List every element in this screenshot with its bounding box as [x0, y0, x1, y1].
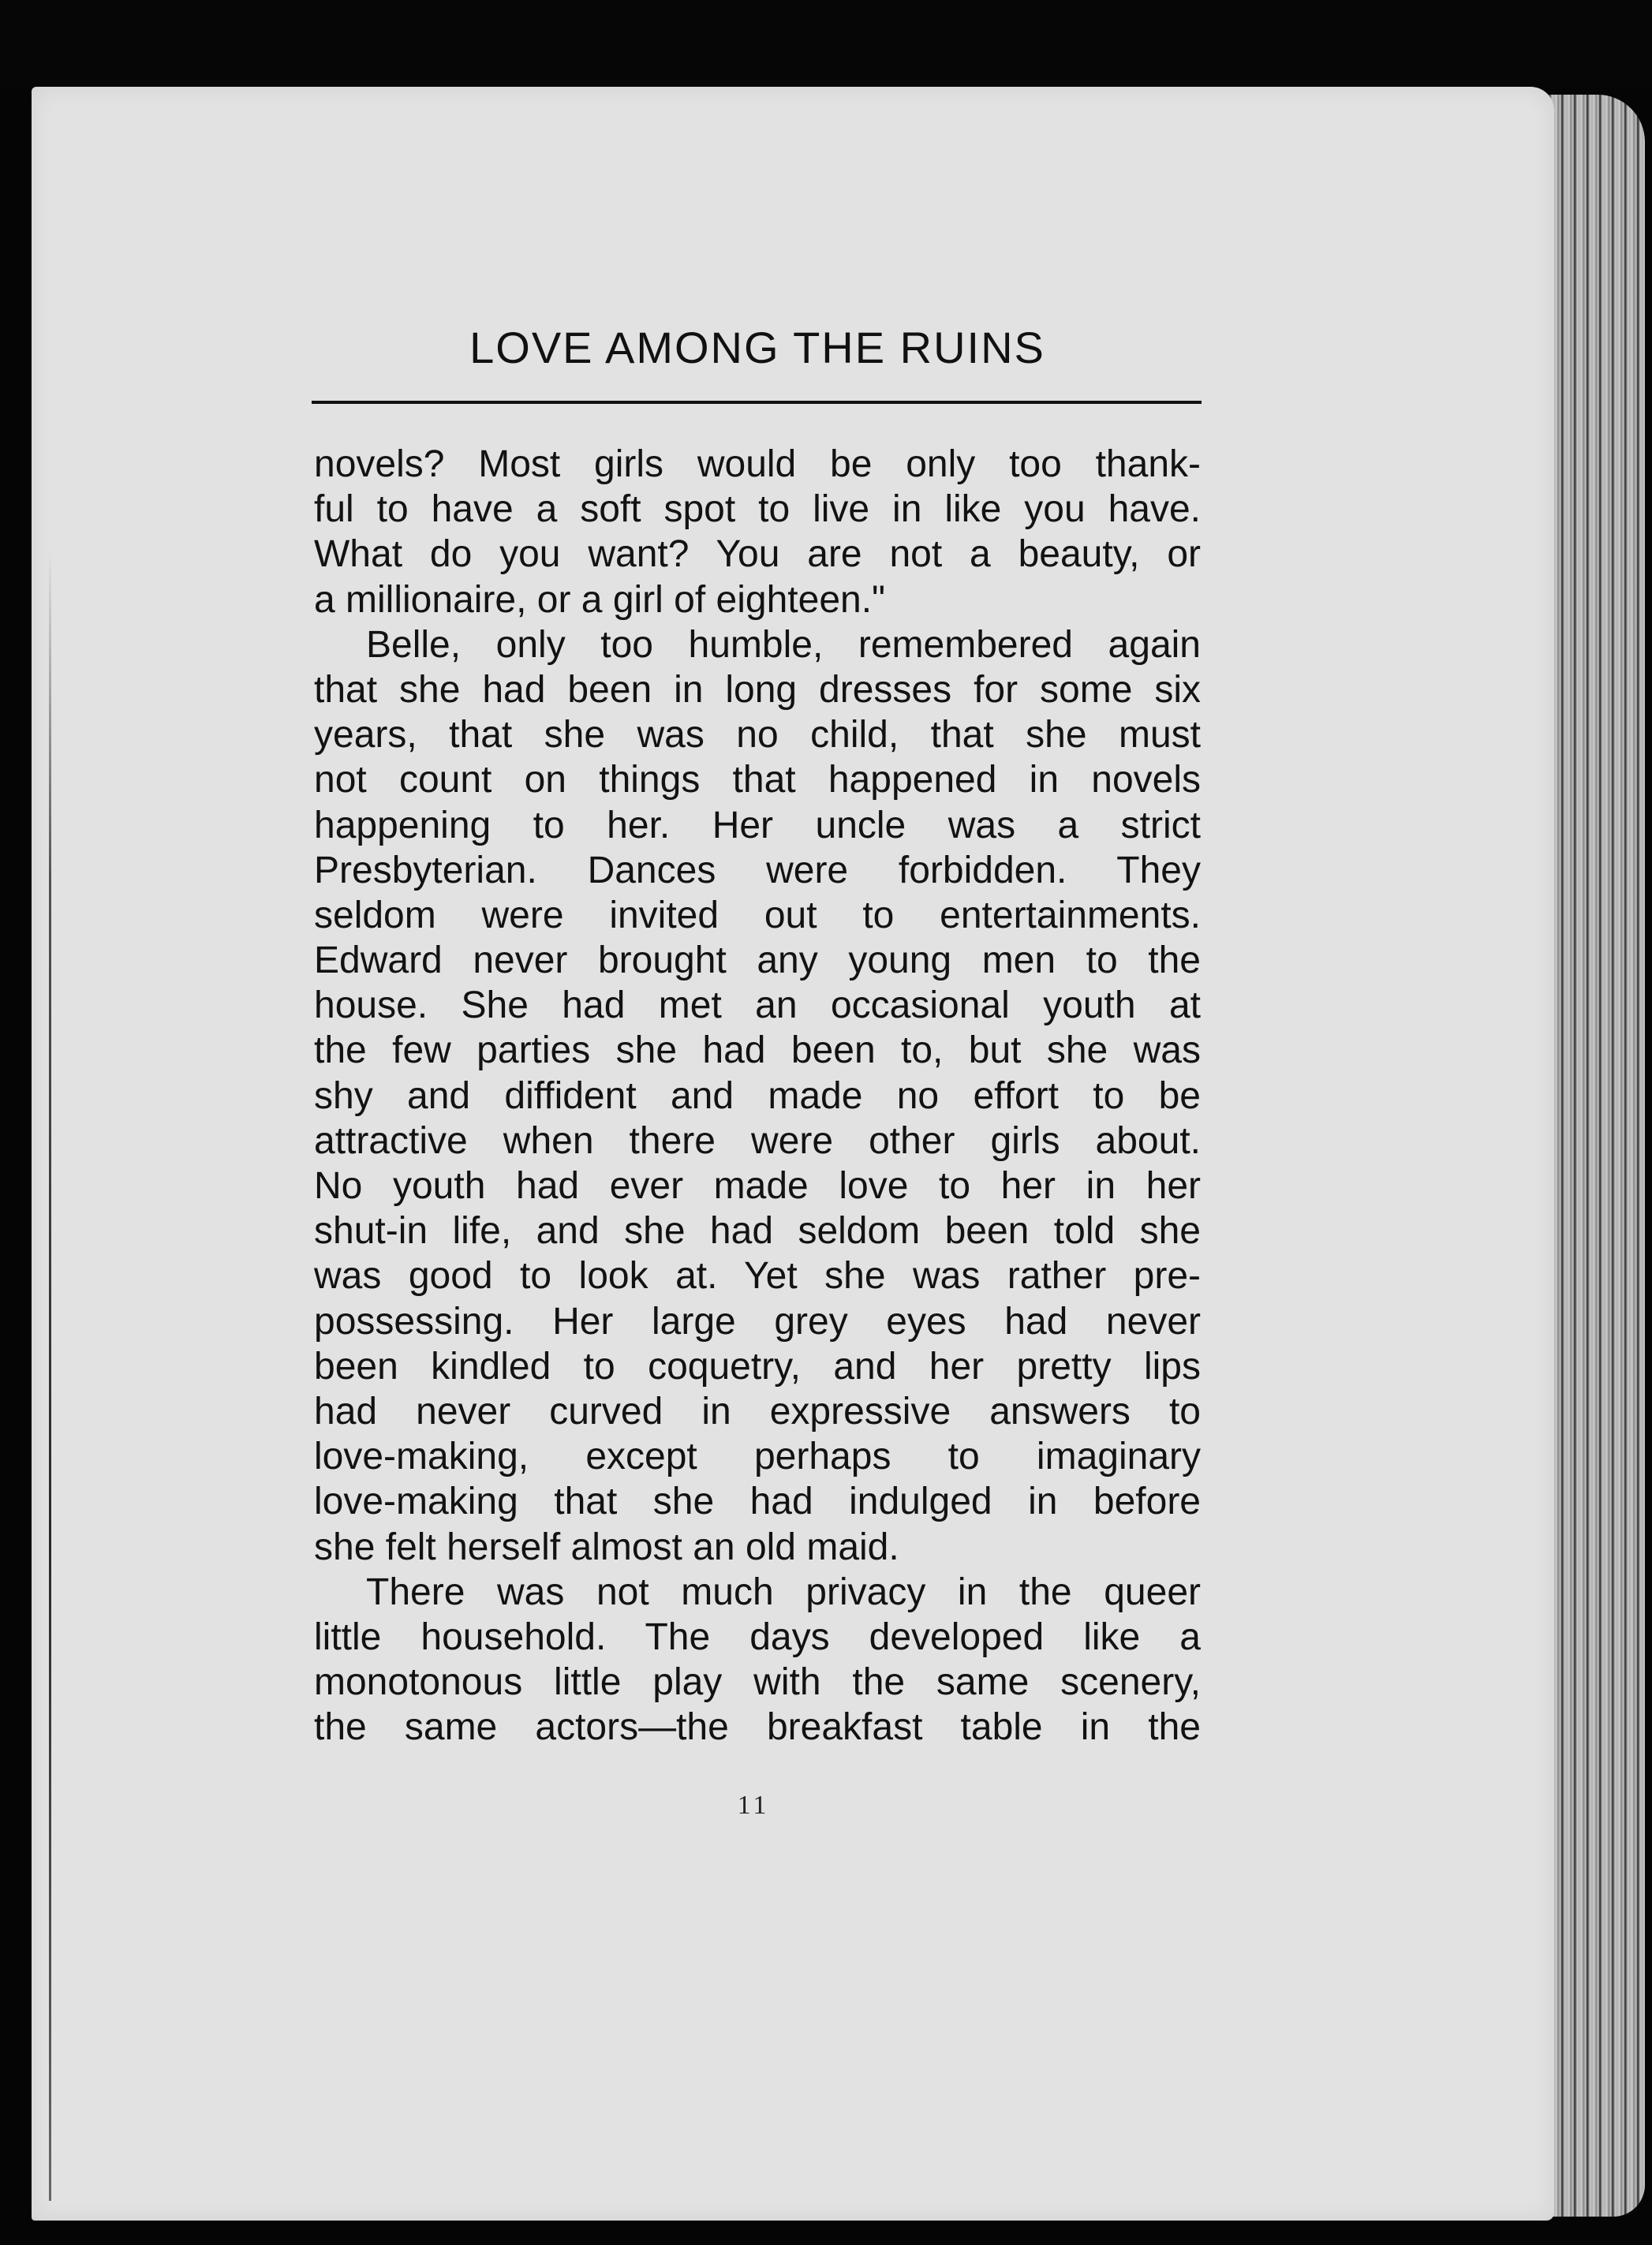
text-line: the same actors—the breakfast table in the: [314, 1706, 1201, 1749]
text-line: happening to her. Her uncle was a strict: [314, 804, 1201, 846]
text-line: seldom were invited out to entertainments.: [314, 894, 1201, 936]
text-line: had never curved in expressive answers to: [314, 1390, 1201, 1433]
text-line: was good to look at. Yet she was rather pre-: [314, 1255, 1201, 1298]
gutter-shadow: [49, 552, 51, 2201]
text-line: that she had been in long dresses for some six: [314, 668, 1201, 711]
text-line: years, that she was no child, that she must: [314, 714, 1201, 756]
text-line: the few parties she had been to, but she was: [314, 1029, 1201, 1072]
text-line: shy and diffident and made no effort to be: [314, 1074, 1201, 1117]
body-text: [314, 442, 1201, 1750]
text-line: monotonous little play with the same scenery,: [314, 1661, 1201, 1704]
text-line: novels? Most girls would be only too thank-: [314, 443, 1201, 485]
text-line: Edward never brought any young men to the: [314, 939, 1201, 982]
text-line: ful to have a soft spot to live in like you have.: [314, 488, 1201, 531]
scan-background-top: [0, 0, 1652, 88]
text-line: not count on things that happened in novels: [314, 759, 1201, 801]
text-line: shut-in life, and she had seldom been told she: [314, 1210, 1201, 1253]
text-line: been kindled to coquetry, and her pretty lips: [314, 1345, 1201, 1388]
text-line: house. She had met an occasional youth at: [314, 984, 1201, 1027]
text-line: she felt herself almost an old maid.: [314, 1526, 899, 1568]
text-line: possessing. Her large grey eyes had never: [314, 1300, 1201, 1343]
text-line: love-making that she had indulged in before: [314, 1481, 1201, 1523]
text-line: little household. The days developed like a: [314, 1616, 1201, 1658]
header-rule: [312, 401, 1202, 404]
text-line: Presbyterian. Dances were forbidden. They: [314, 849, 1201, 891]
text-line: attractive when there were other girls about.: [314, 1119, 1201, 1162]
text-line: What do you want? You are not a beauty, or: [314, 533, 1201, 576]
page-number: 11: [737, 1791, 770, 1820]
text-line: a millionaire, or a girl of eighteen.": [314, 578, 886, 621]
text-line: love-making, except perhaps to imaginary: [314, 1436, 1201, 1478]
text-line: No youth had ever made love to her in her: [314, 1165, 1201, 1207]
text-line: Belle, only too humble, remembered again: [366, 623, 1201, 666]
running-head: LOVE AMONG THE RUINS: [469, 323, 1045, 372]
text-line: There was not much privacy in the queer: [366, 1571, 1201, 1613]
